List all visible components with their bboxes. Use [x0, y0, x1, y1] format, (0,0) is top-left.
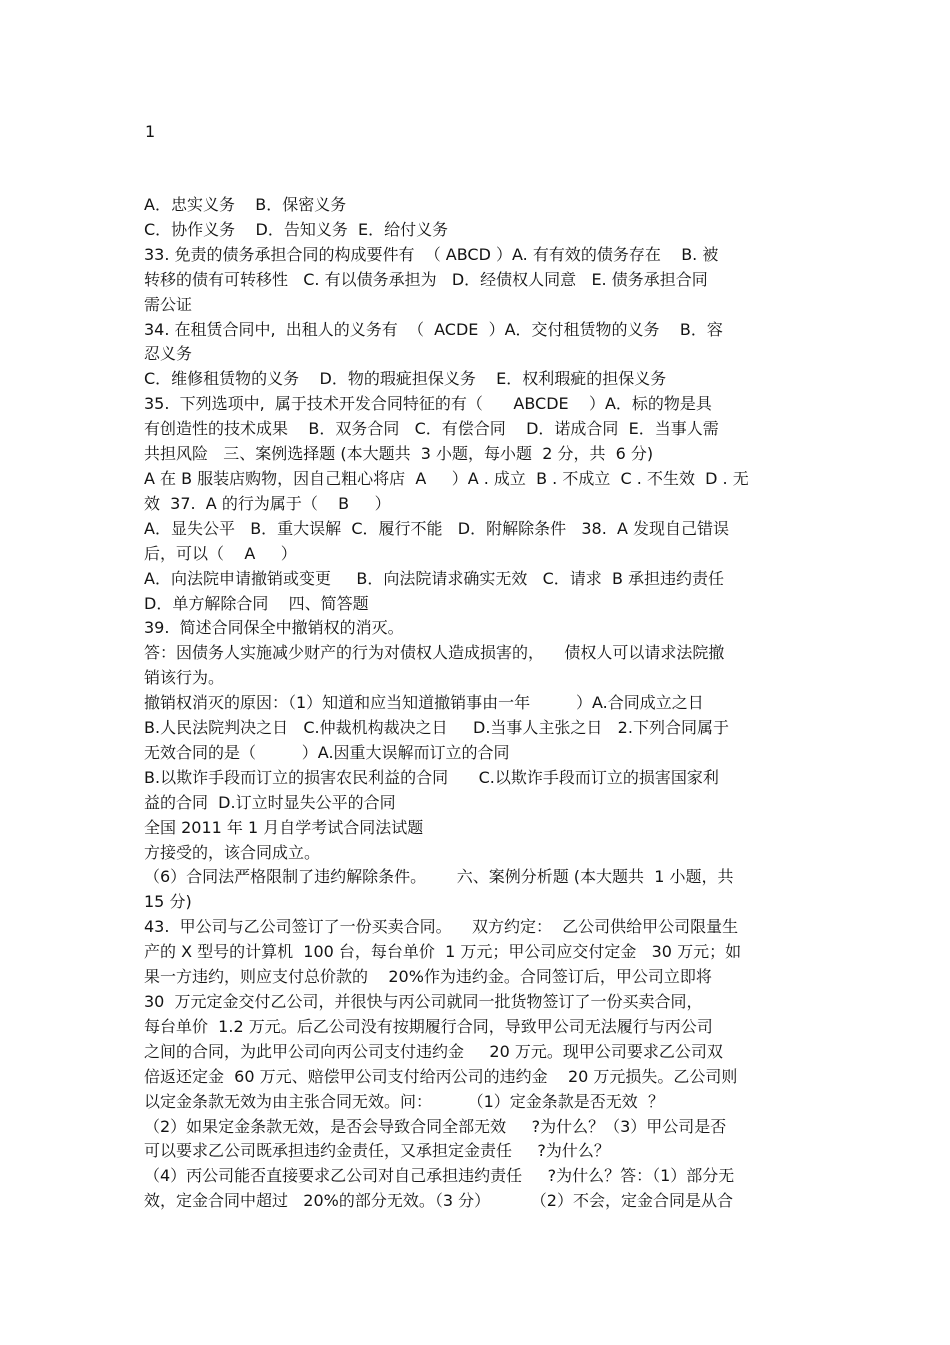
text-line: 后，可以（ A ） [144, 543, 297, 563]
text-line: 39. 简述合同保全中撤销权的消灭。 [144, 618, 404, 638]
text-line: 需公证 [144, 294, 193, 314]
text-line: 方接受的，该合同成立。 [144, 842, 321, 862]
text-line: B.以欺诈手段而订立的损害农民利益的合同 C.以欺诈手段而订立的损害国家利 [144, 767, 719, 787]
text-line: 以定金条款无效为由主张合同无效。问： （1）定金条款是否无效 ？ [144, 1091, 664, 1111]
text-line: 有创造性的技术成果 B．双务合同 C．有偿合同 D．诺成合同 E．当事人需 [144, 419, 719, 439]
text-line: C．协作义务 D．告知义务 E．给付义务 [144, 219, 449, 239]
text-line: 全国 2011 年 1 月自学考试合同法试题 [144, 817, 424, 837]
text-line: 答：因债务人实施减少财产的行为对债权人造成损害的， 债权人可以请求法院撤 [144, 643, 725, 663]
text-line: 34. 在租赁合同中, 出租人的义务有 （ ACDE ）A．交付租赁物的义务 B．容 [144, 319, 723, 339]
text-line: 共担风险 三、案例选择题 (本大题共 3 小题，每小题 2 分，共 6 分) [144, 444, 654, 464]
text-line: 倍返还定金 60 万元、赔偿甲公司支付给丙公司的违约金 20 万元损失。乙公司则 [144, 1066, 738, 1086]
text-line: C．维修租赁物的义务 D．物的瑕疵担保义务 E．权利瑕疵的担保义务 [144, 369, 667, 389]
text-line: （4）丙公司能否直接要求乙公司对自己承担违约责任 ?为什么？答：（1）部分无 [144, 1166, 735, 1186]
text-line: 35. 下列选项中, 属于技术开发合同特征的有（ ABCDE ）A．标的物是具 [144, 394, 712, 414]
text-line: 转移的债有可转移性 C. 有以债务承担为 D．经债权人同意 E. 债务承担合同 [144, 269, 708, 289]
text-line: 之间的合同，为此甲公司向丙公司支付违约金 20 万元。现甲公司要求乙公司双 [144, 1041, 723, 1061]
text-line: 益的合同 D.订立时显失公平的合同 [144, 792, 396, 812]
text-line: 产的 X 型号的计算机 100 台，每台单价 1 万元；甲公司应交付定金 30 万元；如 [144, 942, 742, 962]
text-line: 33. 免责的债务承担合同的构成要件有 （ ABCD ）A. 有有效的债务存在 B. 被 [144, 244, 719, 264]
text-line: 果一方违约，则应支付总价款的 20%作为违约金。合同签订后，甲公司立即将 [144, 967, 712, 987]
page-number: 1 [145, 122, 156, 141]
text-line: （6）合同法严格限制了违约解除条件。 六、案例分析题 (本大题共 1 小题，共 [144, 867, 734, 887]
text-line: 每台单价 1.2 万元。后乙公司没有按期履行合同，导致甲公司无法履行与丙公司 [144, 1016, 713, 1036]
text-line: 30 万元定金交付乙公司，并很快与丙公司就同一批货物签订了一份买卖合同， [144, 992, 703, 1011]
text-line: 可以要求乙公司既承担违约金责任，又承担定金责任 ?为什么？ [144, 1141, 610, 1161]
text-line: 销该行为。 [144, 668, 225, 688]
text-line: 无效合同的是（ ）A.因重大误解而订立的合同 [144, 742, 510, 762]
text-line: 效，定金合同中超过 20%的部分无效。（3 分） （2）不会，定金合同是从合 [144, 1191, 733, 1211]
text-line: A 在 B 服装店购物，因自己粗心将店 A ）A . 成立 B . 不成立 C . 不生效 D . 无 [144, 468, 749, 488]
text-line: A．向法院申请撤销或变更 B．向法院请求确实无效 C．请求 B 承担违约责任 [144, 568, 725, 588]
document-body [144, 193, 812, 1214]
text-line: 效 37. A 的行为属于（ B ） [144, 493, 391, 513]
text-line: 撤销权消灭的原因：（1）知道和应当知道撤销事由一年 ）A.合同成立之日 [144, 693, 704, 713]
text-line: 43. 甲公司与乙公司签订了一份买卖合同。 双方约定： 乙公司供给甲公司限量生 [144, 917, 739, 937]
text-line: 忍义务 [144, 344, 193, 364]
text-line: B.人民法院判决之日 C.仲裁机构裁决之日 D.当事人主张之日 2.下列合同属于 [144, 718, 729, 738]
text-line: （2）如果定金条款无效，是否会导致合同全部无效 ?为什么？（3）甲公司是否 [144, 1116, 727, 1136]
text-line: A．忠实义务 B．保密义务 [144, 195, 347, 214]
text-line: A．显失公平 B．重大误解 C．履行不能 D．附解除条件 38. A 发现自己错误 [144, 518, 730, 538]
text-line: D．单方解除合同 四、简答题 [144, 593, 369, 613]
text-line: 15 分) [144, 892, 192, 912]
